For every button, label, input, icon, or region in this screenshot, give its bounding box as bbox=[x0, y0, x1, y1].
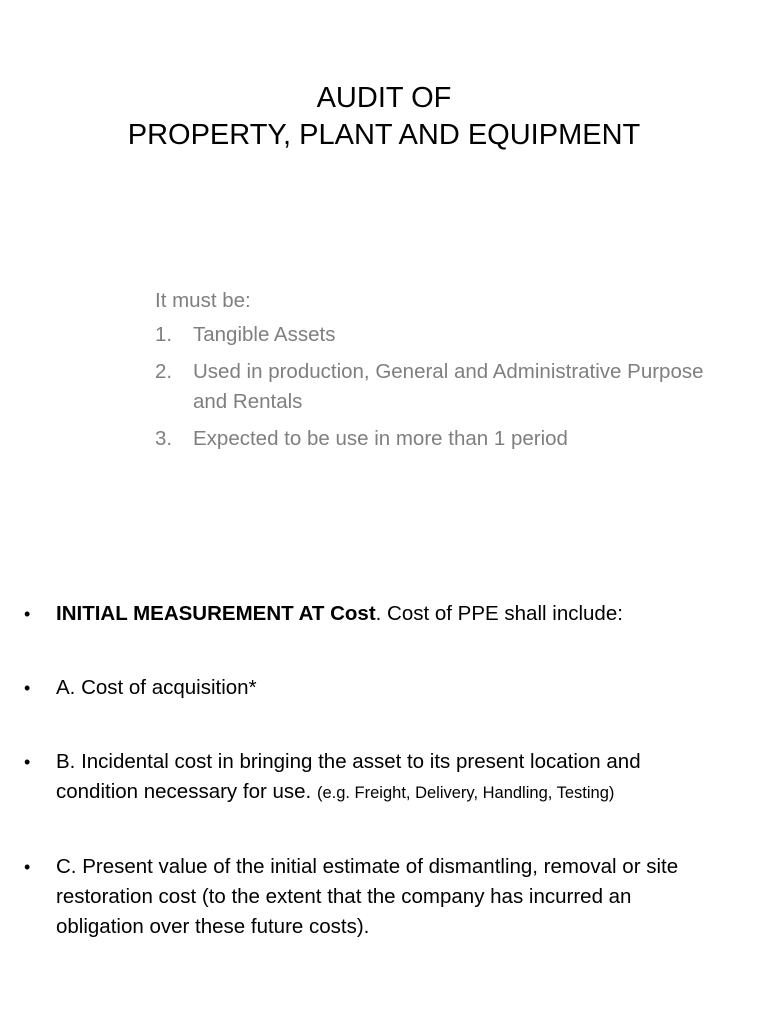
bullet-icon: • bbox=[24, 678, 31, 698]
criteria-item-text: Expected to be use in more than 1 period bbox=[193, 427, 568, 450]
criteria-item bbox=[155, 357, 735, 417]
bullet-item-cost-acquisition bbox=[24, 673, 724, 703]
bullet-text-main: B. Incidental cost in bringing the asset to its present location and condition necessary for use. bbox=[56, 750, 641, 803]
bullet-text: A. Cost of acquisition* bbox=[56, 676, 257, 699]
bullet-text-rest: . Cost of PPE shall include: bbox=[375, 602, 623, 625]
criteria-item-number: 2. bbox=[155, 360, 173, 383]
criteria-item-number: 3. bbox=[155, 427, 173, 450]
bullet-text bbox=[56, 599, 724, 629]
criteria-intro: It must be: bbox=[155, 289, 251, 312]
bullet-icon: • bbox=[24, 857, 31, 877]
bullet-icon: • bbox=[24, 604, 31, 624]
bullet-bold-heading: INITIAL MEASUREMENT AT Cost bbox=[56, 602, 376, 625]
title-line-1: AUDIT OF bbox=[316, 82, 452, 114]
page-title bbox=[0, 80, 768, 154]
bullet-text bbox=[56, 747, 724, 808]
bullet-item-present-value bbox=[24, 852, 724, 942]
bullet-text: C. Present value of the initial estimate of dismantling, removal or site restoration cost (to the extent that the company has incurred an obligation over these future costs). bbox=[56, 855, 679, 938]
criteria-item-text: Tangible Assets bbox=[193, 323, 336, 346]
criteria-item bbox=[155, 424, 735, 454]
bullet-icon: • bbox=[24, 752, 31, 772]
bullet-item-incidental-cost bbox=[24, 747, 724, 808]
criteria-item-text: Used in production, General and Administrative Purpose and Rentals bbox=[193, 360, 704, 413]
criteria-list bbox=[155, 287, 735, 461]
title-line-2: PROPERTY, PLANT AND EQUIPMENT bbox=[127, 119, 641, 151]
criteria-item-number: 1. bbox=[155, 323, 173, 346]
bullet-item-initial-measurement bbox=[24, 599, 724, 629]
criteria-item bbox=[155, 320, 735, 350]
bullet-list bbox=[24, 599, 724, 986]
bullet-text-examples: (e.g. Freight, Delivery, Handling, Testing) bbox=[316, 784, 615, 802]
